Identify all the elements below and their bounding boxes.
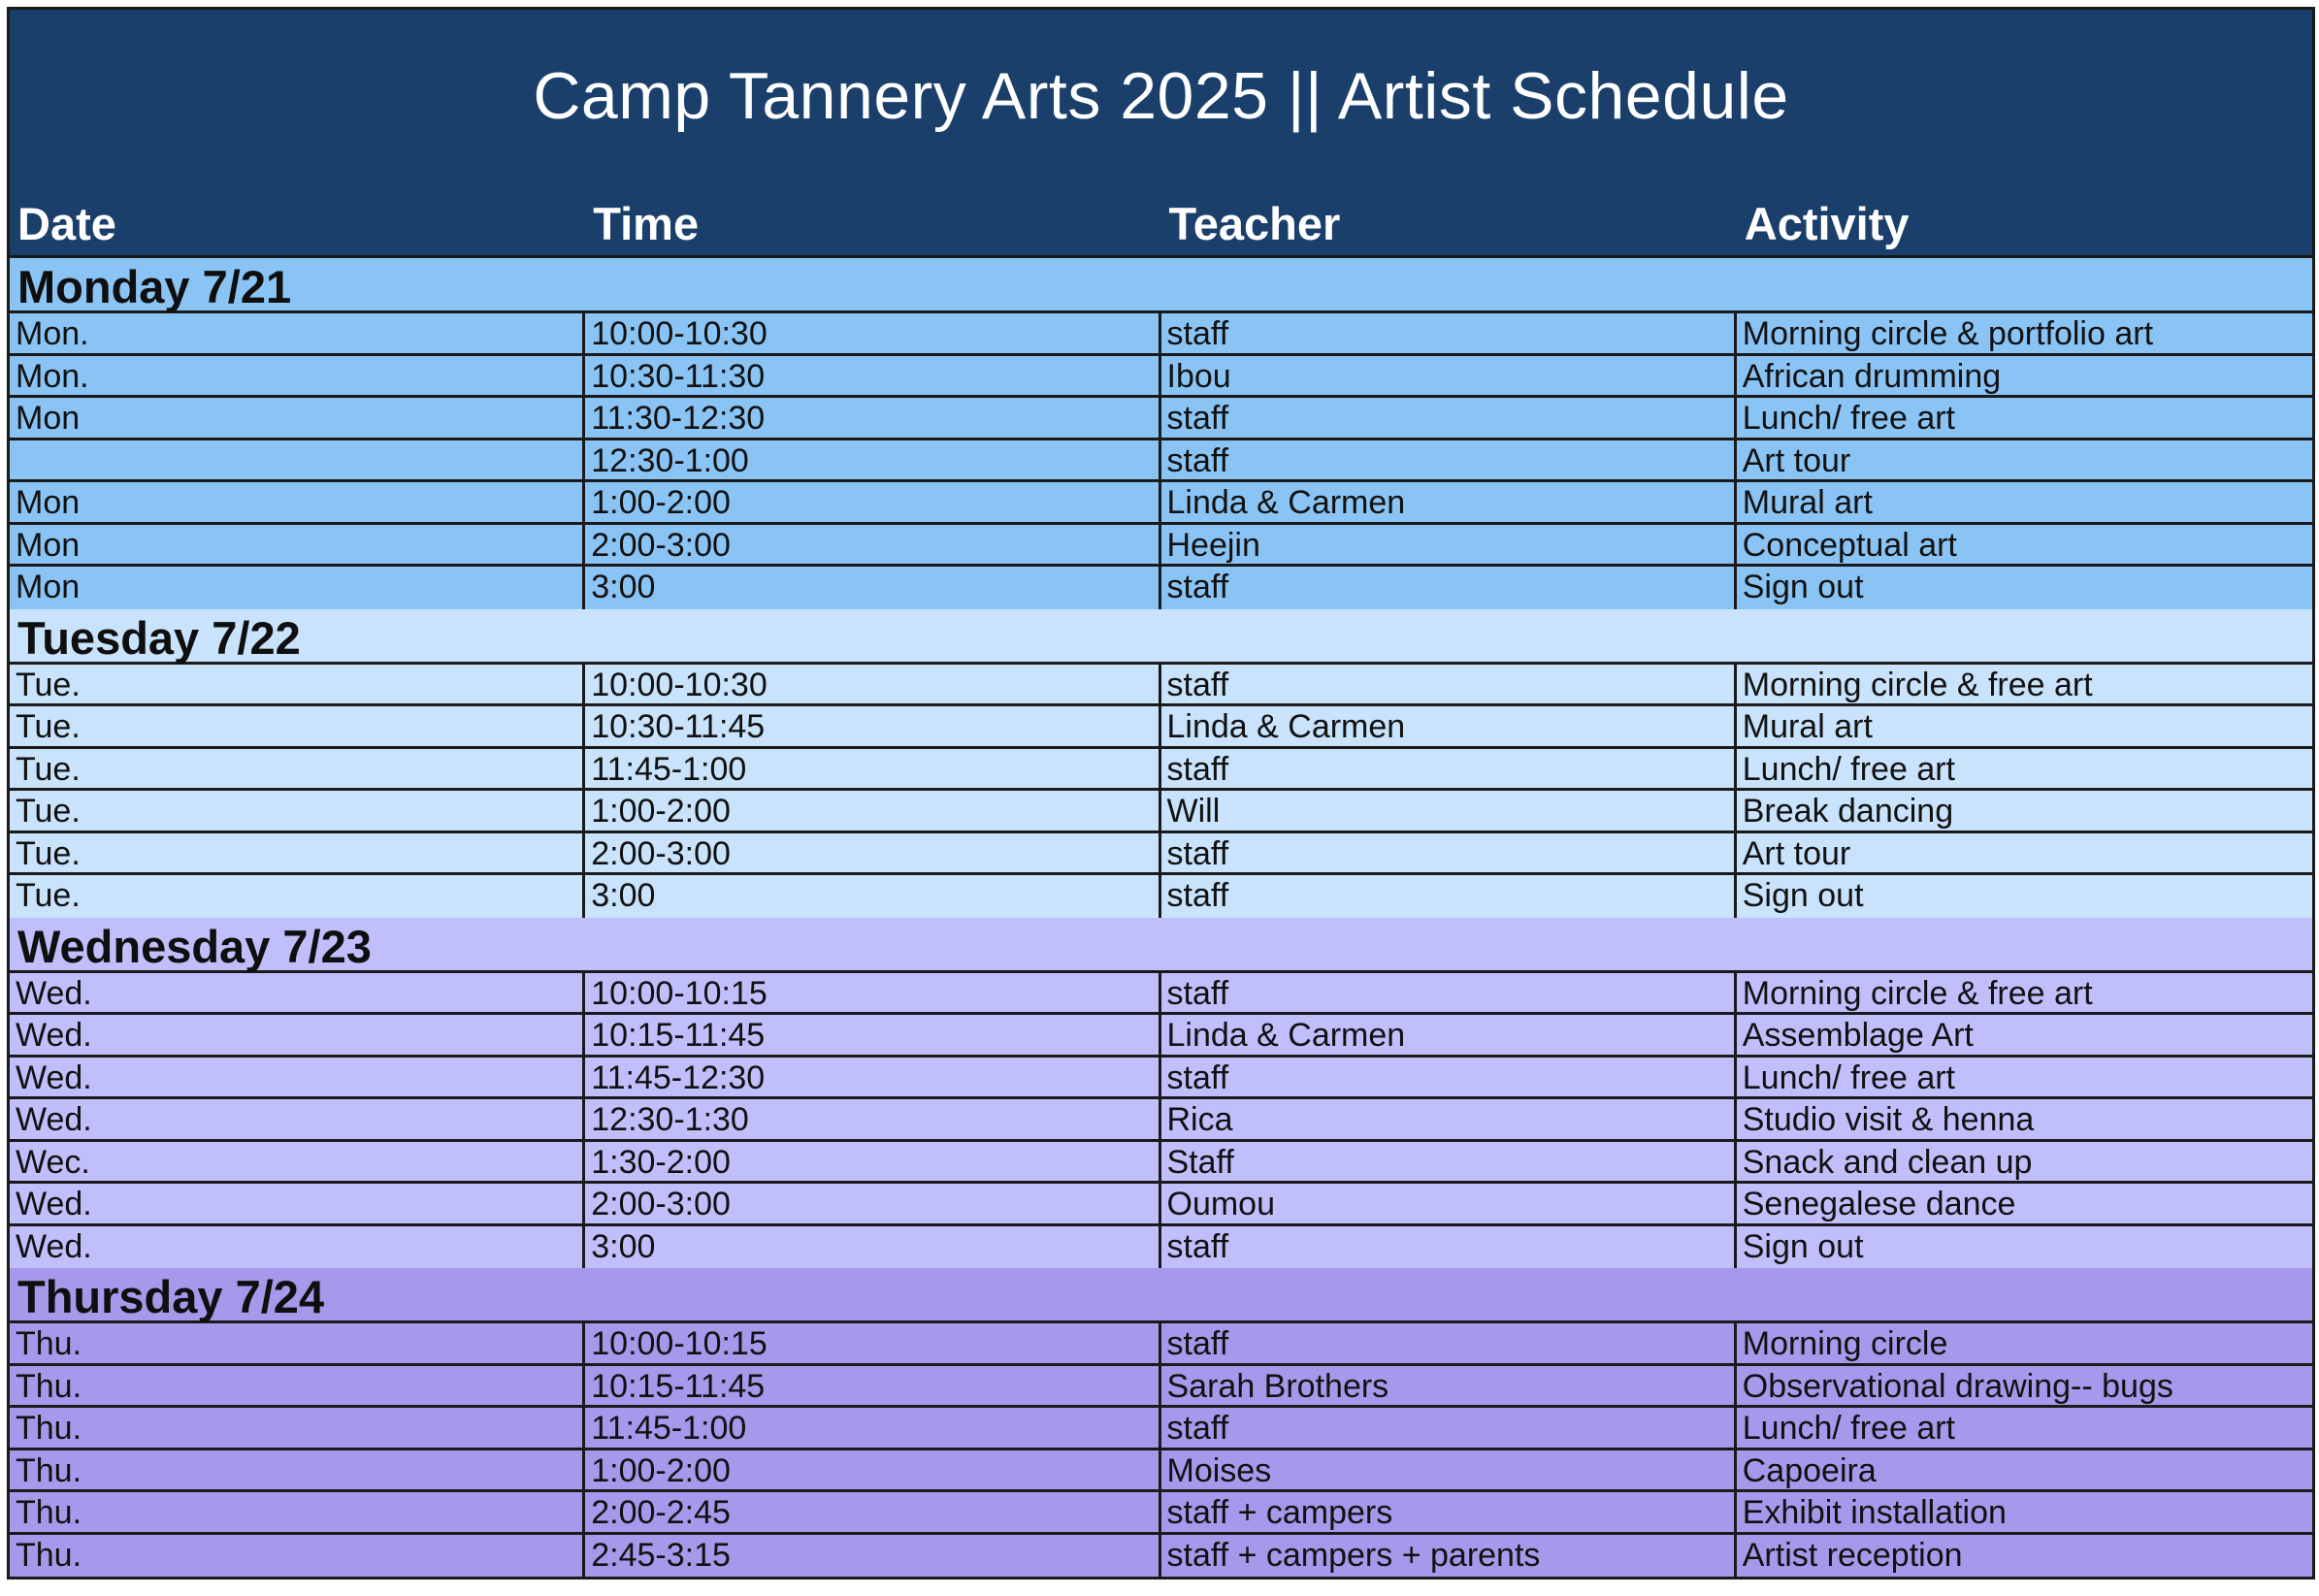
table-row (10, 1099, 2312, 1142)
table-row (10, 1323, 2312, 1366)
cell-date: Thu. (10, 1492, 585, 1532)
day-section-wednesday (10, 918, 2312, 1269)
cell-date: Tue. (10, 706, 585, 746)
cell-date: Mon (10, 482, 585, 522)
cell-teacher: staff (1161, 1058, 1737, 1097)
day-section-tuesday (10, 609, 2312, 918)
cell-activity: Artist reception (1742, 1536, 1963, 1574)
cell-teacher: staff (1161, 1226, 1737, 1269)
cell-date: Wec. (10, 1142, 585, 1182)
column-header-time: Time (593, 198, 700, 249)
cell-time: 1:00-2:00 (585, 1450, 1160, 1490)
cell-date: Tue. (10, 791, 585, 831)
table-row (10, 1015, 2312, 1058)
cell-activity: Morning circle (1742, 1325, 1948, 1362)
cell-teacher: Sarah Brothers (1161, 1366, 1737, 1406)
cell-time: 10:00-10:15 (585, 1323, 1160, 1363)
cell-time: 10:30-11:45 (585, 706, 1160, 746)
cell-teacher: staff (1161, 567, 1737, 609)
table-row (10, 749, 2312, 792)
cell-time: 10:30-11:30 (585, 356, 1160, 396)
cell-teacher: staff (1161, 665, 1737, 704)
cell-activity: Sign out (1742, 1227, 1864, 1265)
cell-time: 1:30-2:00 (585, 1142, 1160, 1182)
table-row (10, 1450, 2312, 1493)
cell-activity: Lunch/ free art (1742, 400, 1955, 437)
cell-teacher: staff + campers + parents (1161, 1535, 1737, 1578)
cell-teacher: staff (1161, 875, 1737, 918)
cell-teacher: staff (1161, 833, 1737, 873)
cell-activity: Studio visit & henna (1742, 1101, 2035, 1138)
cell-time: 2:00-3:00 (585, 1184, 1160, 1223)
cell-activity: African drumming (1742, 357, 2002, 395)
cell-teacher: staff (1161, 313, 1737, 353)
cell-time: 12:30-1:30 (585, 1099, 1160, 1139)
table-row (10, 706, 2312, 749)
cell-activity: Snack and clean up (1742, 1143, 2033, 1181)
day-heading: Thursday 7/24 (10, 1268, 2312, 1323)
cell-date: Wed. (10, 1015, 585, 1055)
table-row (10, 833, 2312, 876)
cell-time: 2:00-3:00 (585, 525, 1160, 565)
cell-activity: Capoeira (1742, 1451, 1877, 1489)
table-row (10, 1226, 2312, 1269)
table-row (10, 1535, 2312, 1578)
cell-time: 2:00-2:45 (585, 1492, 1160, 1532)
cell-activity: Morning circle & free art (1742, 666, 2093, 703)
cell-teacher: staff (1161, 1323, 1737, 1363)
cell-activity: Lunch/ free art (1742, 750, 1955, 788)
column-header-date: Date (17, 198, 116, 249)
cell-teacher: Heejin (1161, 525, 1737, 565)
table-row (10, 1142, 2312, 1185)
cell-activity: Senegalese dance (1742, 1186, 2016, 1222)
header-banner (10, 10, 2312, 258)
table-row (10, 313, 2312, 356)
cell-time: 11:30-12:30 (585, 398, 1160, 438)
day-heading: Wednesday 7/23 (10, 918, 2312, 973)
cell-date: Mon. (10, 313, 585, 353)
cell-teacher: staff (1161, 440, 1737, 480)
cell-activity: Art tour (1742, 834, 1851, 872)
column-header-teacher: Teacher (1168, 198, 1341, 249)
cell-date: Wed. (10, 1058, 585, 1097)
day-section-monday (10, 258, 2312, 609)
cell-activity: Assemblage Art (1742, 1017, 1974, 1054)
cell-activity: Sign out (1742, 569, 1864, 605)
cell-time: 10:15-11:45 (585, 1366, 1160, 1406)
cell-time: 3:00 (585, 567, 1160, 609)
day-section-thursday (10, 1268, 2312, 1577)
cell-teacher: Linda & Carmen (1161, 706, 1737, 746)
cell-time: 10:00-10:15 (585, 973, 1160, 1013)
cell-teacher: Linda & Carmen (1161, 1015, 1737, 1055)
cell-date: Tue. (10, 833, 585, 873)
cell-teacher: staff (1161, 1408, 1737, 1448)
cell-date: Wed. (10, 1099, 585, 1139)
cell-date: Mon (10, 525, 585, 565)
cell-activity: Exhibit installation (1742, 1494, 2007, 1531)
cell-activity: Conceptual art (1742, 526, 1957, 564)
table-row (10, 791, 2312, 833)
cell-date: Mon (10, 567, 585, 609)
cell-teacher: Moises (1161, 1450, 1737, 1490)
day-heading: Tuesday 7/22 (10, 609, 2312, 665)
table-row (10, 665, 2312, 707)
cell-teacher: Rica (1161, 1099, 1737, 1139)
cell-teacher: Linda & Carmen (1161, 482, 1737, 522)
table-row (10, 1492, 2312, 1535)
cell-teacher: Will (1161, 791, 1737, 831)
cell-activity: Lunch/ free art (1742, 1410, 1955, 1447)
schedule-sheet (7, 7, 2315, 1580)
cell-activity: Morning circle & free art (1742, 974, 2093, 1012)
cell-time: 10:00-10:30 (585, 313, 1160, 353)
column-headers (10, 195, 2312, 253)
column-header-activity: Activity (1744, 198, 1910, 249)
cell-date: Wed. (10, 1226, 585, 1269)
cell-time: 10:15-11:45 (585, 1015, 1160, 1055)
cell-activity: Morning circle & portfolio art (1742, 315, 2154, 352)
cell-time: 3:00 (585, 875, 1160, 918)
cell-date: Thu. (10, 1535, 585, 1578)
cell-date (10, 440, 585, 480)
cell-activity: Break dancing (1742, 793, 1954, 830)
cell-time: 2:45-3:15 (585, 1535, 1160, 1578)
day-heading: Monday 7/21 (10, 258, 2312, 313)
cell-time: 11:45-1:00 (585, 749, 1160, 789)
cell-date: Thu. (10, 1323, 585, 1363)
cell-teacher: Ibou (1161, 356, 1737, 396)
schedule-body (10, 258, 2312, 1577)
cell-teacher: staff + campers (1161, 1492, 1737, 1532)
cell-date: Tue. (10, 665, 585, 704)
table-row (10, 356, 2312, 399)
cell-activity: Art tour (1742, 441, 1851, 479)
cell-time: 11:45-12:30 (585, 1058, 1160, 1097)
cell-time: 1:00-2:00 (585, 482, 1160, 522)
cell-activity: Mural art (1742, 484, 1873, 521)
table-row (10, 525, 2312, 568)
page-title: Camp Tannery Arts 2025 || Artist Schedule (533, 59, 1789, 133)
cell-time: 12:30-1:00 (585, 440, 1160, 480)
cell-activity: Mural art (1742, 708, 1873, 745)
table-row (10, 440, 2312, 483)
cell-activity: Sign out (1742, 877, 1864, 914)
cell-date: Mon. (10, 356, 585, 396)
cell-time: 3:00 (585, 1226, 1160, 1269)
table-row (10, 482, 2312, 525)
cell-date: Tue. (10, 749, 585, 789)
cell-teacher: staff (1161, 749, 1737, 789)
table-row (10, 973, 2312, 1016)
cell-time: 2:00-3:00 (585, 833, 1160, 873)
cell-activity: Lunch/ free art (1742, 1059, 1955, 1096)
cell-date: Mon (10, 398, 585, 438)
cell-activity: Observational drawing-- bugs (1742, 1367, 2173, 1405)
table-row (10, 567, 2312, 609)
cell-teacher: Staff (1161, 1142, 1737, 1182)
cell-teacher: staff (1161, 973, 1737, 1013)
cell-date: Thu. (10, 1450, 585, 1490)
cell-teacher: Oumou (1161, 1184, 1737, 1223)
cell-date: Thu. (10, 1408, 585, 1448)
table-row (10, 1366, 2312, 1409)
cell-date: Thu. (10, 1366, 585, 1406)
table-row (10, 1184, 2312, 1226)
table-row (10, 1058, 2312, 1100)
table-row (10, 398, 2312, 440)
table-row (10, 875, 2312, 918)
cell-teacher: staff (1161, 398, 1737, 438)
cell-date: Tue. (10, 875, 585, 918)
cell-time: 1:00-2:00 (585, 791, 1160, 831)
table-row (10, 1408, 2312, 1450)
cell-time: 11:45-1:00 (585, 1408, 1160, 1448)
cell-date: Wed. (10, 973, 585, 1013)
cell-date: Wed. (10, 1184, 585, 1223)
cell-time: 10:00-10:30 (585, 665, 1160, 704)
